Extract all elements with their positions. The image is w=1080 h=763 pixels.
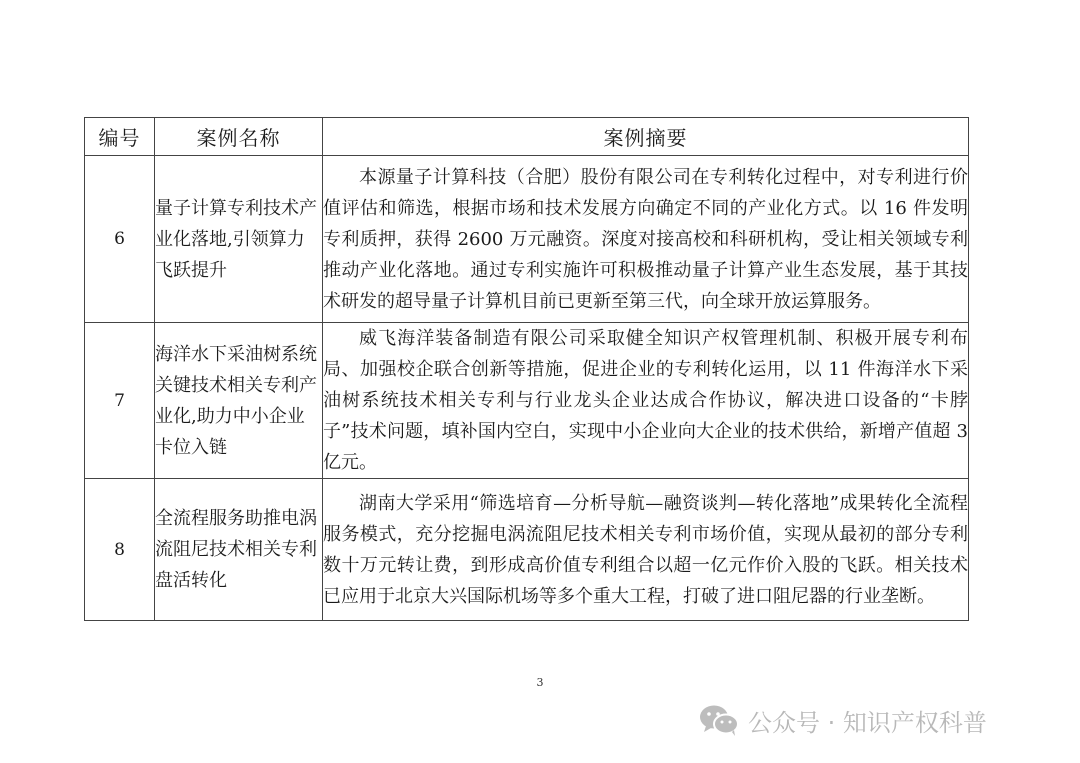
case-abstract: 威飞海洋装备制造有限公司采取健全知识产权管理机制、积极开展专利布局、加强校企联合创新等措施，促进企业的专利转化运用，以 11 件海洋水下采油树系统技术相关专利与行业龙头企业达成合作协议，解决进口设备的“卡脖子”技术问题，填补国内空白，实现中小企业向大企业的技术供给，新增产值超 3 亿元。 xyxy=(323,328,968,473)
case-abstract: 湖南大学采用“筛选培育—分析导航—融资谈判—转化落地”成果转化全流程服务模式，充分挖掘电涡流阻尼技术相关专利市场价值，实现从最初的部分专利数十万元转让费，到形成高价值专利组合以超一亿元作价入股的飞跃。相关技术已应用于北京大兴国际机场等多个重大工程，打破了进口阻尼器的行业垄断。 xyxy=(323,492,968,607)
case-number: 7 xyxy=(85,323,155,479)
header-case-abstract: 案例摘要 xyxy=(323,118,969,156)
wechat-icon xyxy=(698,703,740,737)
case-number: 8 xyxy=(85,479,155,621)
case-abstract-cell xyxy=(323,479,969,621)
case-abstract-cell xyxy=(323,323,969,479)
case-abstract-cell xyxy=(323,156,969,323)
table-row xyxy=(85,323,969,479)
header-number: 编号 xyxy=(85,118,155,156)
case-number: 6 xyxy=(85,156,155,323)
table-row xyxy=(85,479,969,621)
page-number: 3 xyxy=(536,676,544,689)
watermark xyxy=(698,700,987,740)
case-table xyxy=(84,117,969,621)
table-header-row xyxy=(85,118,969,156)
header-case-name: 案例名称 xyxy=(155,118,323,156)
case-name: 海洋水下采油树系统关键技术相关专利产业化,助力中小企业卡位入链 xyxy=(155,323,323,479)
case-abstract: 本源量子计算科技（合肥）股份有限公司在专利转化过程中，对专利进行价值评估和筛选，根据市场和技术发展方向确定不同的产业化方式。以 16 件发明专利质押，获得 2600 万元融资。深度对接高校和科研机构，受让相关领域专利推动产业化落地。通过专利实施许可积极推动量子计算产业生态发展，基于其技术研发的超导量子计算机目前已更新至第三代，向全球开放运算服务。 xyxy=(323,166,968,312)
case-name: 全流程服务助推电涡流阻尼技术相关专利盘活转化 xyxy=(155,479,323,621)
case-name: 量子计算专利技术产业化落地,引领算力飞跃提升 xyxy=(155,156,323,323)
watermark-text: 公众号 · 知识产权科普 xyxy=(748,708,987,737)
table-row xyxy=(85,156,969,323)
